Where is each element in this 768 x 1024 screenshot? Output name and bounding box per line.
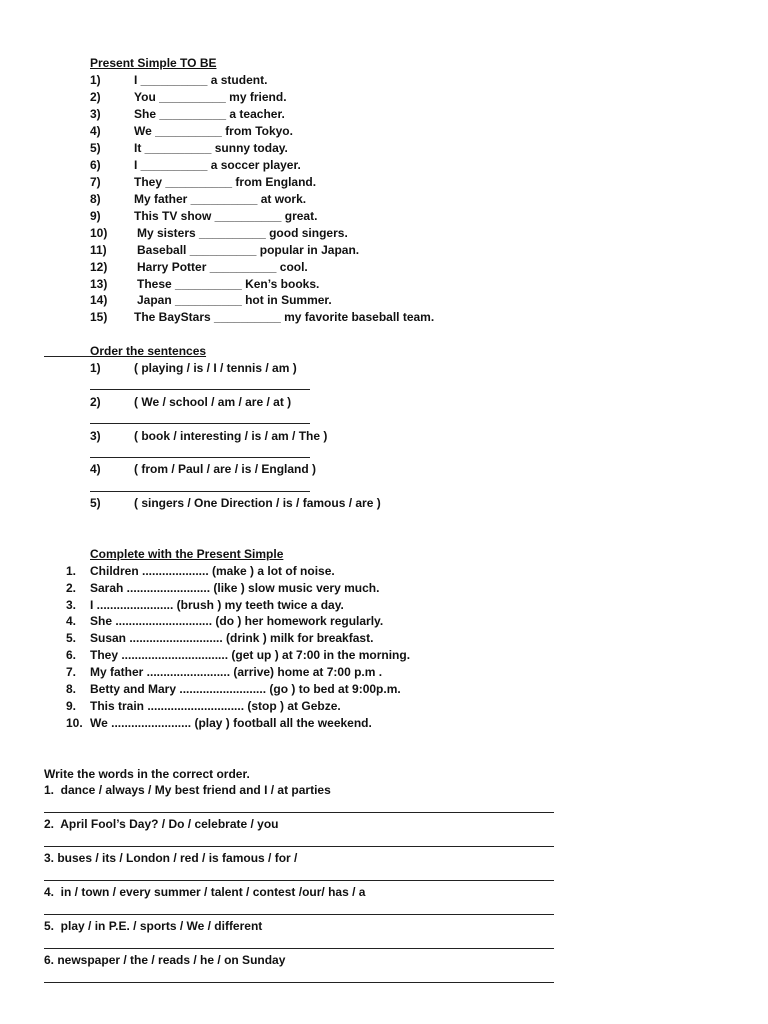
section1-item-num: 7) [90,175,101,189]
section3-item-text: They ................................ (get up ) at 7:00 in the morning. [90,648,411,662]
section3-item-num: 9. [66,699,77,713]
section1-item-text: They __________ from England. [134,175,317,189]
answer-line[interactable] [44,914,554,915]
section3-item-text: My father ......................... (arrive) home at 7:00 p.m . [90,665,383,679]
section2-item-text: ( book / interesting / is / am / The ) [134,429,328,443]
section3-item-num: 1. [66,564,77,578]
section1-item-num: 11) [90,243,107,257]
section1-item-text: It __________ sunny today. [134,141,288,155]
section3-item-num: 7. [66,665,77,679]
answer-line[interactable] [44,812,554,813]
section1-item-text: The BayStars __________ my favorite baseball team. [134,310,435,324]
section-title-write-words-correct-order: Write the words in the correct order. [44,767,250,781]
answer-line[interactable] [44,880,554,881]
section1-item-num: 1) [90,73,101,87]
section3-item-text: I ....................... (brush ) my teeth twice a day. [90,598,344,612]
section3-item-num: 10. [66,716,83,730]
section1-item-text: This TV show __________ great. [134,209,318,223]
section1-item-num: 2) [90,90,101,104]
section1-item-num: 13) [90,277,108,291]
section2-item-num: 3) [90,429,101,443]
answer-line[interactable] [90,491,310,492]
answer-line[interactable] [44,982,554,983]
section1-item-text: I __________ a soccer player. [134,158,301,172]
section-title-order-the-sentences: Order the sentences [90,344,207,358]
section-title-complete-present-simple: Complete with the Present Simple [90,547,284,561]
section1-item-text: You __________ my friend. [134,90,287,104]
section1-item-text: My sisters __________ good singers. [137,226,348,240]
section2-title-leading-rule [44,356,90,357]
answer-line[interactable] [44,948,554,949]
section3-item-text: Betty and Mary .......................... (go ) to bed at 9:00p.m. [90,682,401,696]
answer-line[interactable] [90,457,310,458]
answer-line[interactable] [90,389,310,390]
section2-item-num: 4) [90,462,101,476]
section1-item-text: Japan __________ hot in Summer. [137,293,332,307]
section3-item-num: 3. [66,598,77,612]
section4-item-text: 3. buses / its / London / red / is famous / for / [44,851,298,865]
section3-item-num: 5. [66,631,77,645]
section1-item-text: My father __________ at work. [134,192,307,206]
section4-item-text: 1. dance / always / My best friend and I / at parties [44,783,331,797]
section2-item-text: ( singers / One Direction / is / famous / are ) [134,496,381,510]
section1-item-num: 8) [90,192,101,206]
section4-item-text: 6. newspaper / the / reads / he / on Sunday [44,953,286,967]
section2-item-num: 1) [90,361,101,375]
section3-item-text: She ............................. (do ) her homework regularly. [90,614,384,628]
section2-item-num: 5) [90,496,101,510]
section1-item-text: These __________ Ken’s books. [137,277,320,291]
section1-item-text: We __________ from Tokyo. [134,124,293,138]
section3-item-num: 8. [66,682,77,696]
section1-item-num: 10) [90,226,108,240]
section4-item-text: 4. in / town / every summer / talent / contest /our/ has / a [44,885,366,899]
section3-item-text: We ........................ (play ) football all the weekend. [90,716,372,730]
section3-item-text: Sarah ......................... (like ) slow music very much. [90,581,380,595]
section1-item-num: 3) [90,107,101,121]
section1-item-text: Harry Potter __________ cool. [137,260,308,274]
section3-item-text: Susan ............................ (drink ) milk for breakfast. [90,631,374,645]
section1-item-num: 14) [90,293,108,307]
section-title-present-simple-to-be: Present Simple TO BE [90,56,217,70]
section3-item-text: Children .................... (make ) a lot of noise. [90,564,335,578]
section1-item-text: She __________ a teacher. [134,107,285,121]
section1-item-text: I __________ a student. [134,73,268,87]
answer-line[interactable] [44,846,554,847]
section3-item-text: This train ............................. (stop ) at Gebze. [90,699,341,713]
section3-item-num: 2. [66,581,77,595]
section1-item-num: 5) [90,141,101,155]
section2-item-text: ( from / Paul / are / is / England ) [134,462,317,476]
section2-item-num: 2) [90,395,101,409]
section1-item-num: 9) [90,209,101,223]
section1-item-text: Baseball __________ popular in Japan. [137,243,360,257]
section1-item-num: 6) [90,158,101,172]
section1-item-num: 15) [90,310,108,324]
answer-line[interactable] [90,423,310,424]
section1-item-num: 12) [90,260,108,274]
section1-item-num: 4) [90,124,101,138]
section4-item-text: 5. play / in P.E. / sports / We / different [44,919,263,933]
section4-item-text: 2. April Fool’s Day? / Do / celebrate / you [44,817,279,831]
section3-item-num: 4. [66,614,77,628]
section2-item-text: ( playing / is / I / tennis / am ) [134,361,297,375]
section2-item-text: ( We / school / am / are / at ) [134,395,292,409]
section3-item-num: 6. [66,648,77,662]
